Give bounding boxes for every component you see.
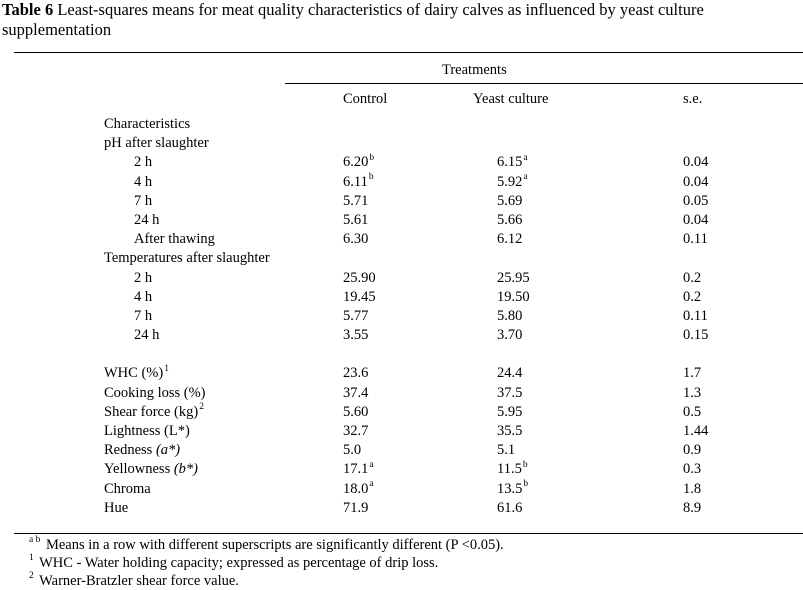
- cell-se: 1.44: [683, 423, 709, 439]
- table-caption-text: Least-squares means for meat quality characteristics of dairy calves as influenced by yeast culture supplementation: [2, 0, 704, 39]
- cell-se: 0.2: [683, 288, 702, 305]
- cell-control: 5.61: [343, 212, 369, 228]
- row-label: After thawing: [134, 231, 215, 248]
- bottom-rule: [14, 533, 803, 534]
- treatments-rule: [285, 83, 803, 84]
- footnote: $^1$ WHC - Water holding capacity; expressed as percentage of drip loss.: [29, 553, 439, 571]
- cell-control: 18.0$^a$: [343, 478, 374, 497]
- cell-se: 0.04: [683, 212, 709, 228]
- cell-control: 6.30: [343, 231, 369, 248]
- cell-yeast: 35.5: [497, 423, 523, 439]
- cell-yeast: 25.95: [497, 269, 530, 286]
- row-label: 4 h: [134, 288, 153, 305]
- row-label: 4 h: [134, 173, 153, 190]
- cell-yeast: 24.4: [497, 365, 523, 382]
- header-treatments: Treatments: [442, 62, 507, 78]
- cell-yeast: 3.70: [497, 327, 523, 344]
- cell-yeast: 11.5$^b$: [497, 459, 528, 478]
- cell-se: 0.9: [683, 442, 702, 459]
- row-label: Chroma: [104, 480, 151, 497]
- cell-control: 32.7: [343, 423, 369, 439]
- cell-control: 19.45: [343, 288, 376, 305]
- cell-se: 8.9: [683, 499, 702, 516]
- cell-se: 1.8: [683, 480, 702, 497]
- cell-control: 3.55: [343, 327, 369, 344]
- cell-yeast: 13.5$^b$: [497, 478, 529, 497]
- cell-control: 5.60: [343, 403, 369, 420]
- cell-se: 0.15: [683, 327, 709, 344]
- row-label: Lightness (L*): [104, 423, 190, 439]
- row-label: Yellowness (b*): [104, 461, 199, 478]
- footnote: $^{a b}$ Means in a row with different superscripts are significantly different (P <0.05).: [29, 535, 504, 553]
- row-label: 2 h: [134, 269, 153, 286]
- cell-se: 0.2: [683, 269, 702, 286]
- cell-yeast: 5.92$^a$: [497, 171, 528, 190]
- cell-control: 37.4: [343, 384, 369, 401]
- cell-yeast: 6.15$^a$: [497, 152, 528, 171]
- table-label: Table 6: [2, 0, 54, 19]
- cell-se: 0.5: [683, 403, 702, 420]
- cell-yeast: 5.95: [497, 403, 523, 420]
- cell-yeast: 5.69: [497, 192, 523, 209]
- cell-se: 0.3: [683, 461, 702, 478]
- row-label: Characteristics: [104, 116, 191, 132]
- cell-control: 5.71: [343, 192, 369, 209]
- cell-se: 0.04: [683, 173, 709, 190]
- cell-se: 0.04: [683, 154, 709, 171]
- header-se: s.e.: [683, 91, 703, 107]
- cell-se: 1.3: [683, 384, 702, 401]
- cell-control: 25.90: [343, 269, 376, 286]
- cell-control: 71.9: [343, 499, 369, 516]
- cell-yeast: 6.12: [497, 231, 523, 248]
- cell-control: 5.77: [343, 308, 369, 324]
- cell-control: 6.20$^b$: [343, 152, 375, 171]
- header-yeast-culture: Yeast culture: [473, 91, 549, 107]
- cell-yeast: 5.80: [497, 308, 523, 324]
- cell-yeast: 61.6: [497, 499, 523, 516]
- footnote: $^2$ Warner-Bratzler shear force value.: [29, 571, 239, 589]
- row-label: Cooking loss (%): [104, 384, 206, 401]
- row-label: 24 h: [134, 327, 160, 344]
- cell-control: 23.6: [343, 365, 369, 382]
- cell-yeast: 19.50: [497, 288, 530, 305]
- row-label: 7 h: [134, 192, 153, 209]
- row-label: Shear force (kg)$^2$: [104, 401, 204, 420]
- cell-se: 0.05: [683, 192, 709, 209]
- row-label: Temperatures after slaughter: [104, 250, 270, 267]
- row-label: 2 h: [134, 154, 153, 171]
- cell-yeast: 5.1: [497, 442, 516, 459]
- table-caption: [2, 0, 802, 40]
- cell-control: 17.1$^a$: [343, 459, 374, 478]
- row-label: WHC (%)$^1$: [104, 363, 169, 382]
- cell-yeast: 37.5: [497, 384, 523, 401]
- cell-se: 0.11: [683, 231, 708, 248]
- row-label: Redness (a*): [104, 442, 181, 459]
- cell-se: 0.11: [683, 308, 708, 324]
- cell-yeast: 5.66: [497, 212, 523, 228]
- header-control: Control: [343, 91, 388, 107]
- cell-control: 5.0: [343, 442, 362, 459]
- row-label: 7 h: [134, 308, 153, 324]
- row-label: Hue: [104, 499, 129, 516]
- row-label: 24 h: [134, 212, 160, 228]
- cell-control: 6.11$^b$: [343, 171, 374, 190]
- top-rule: [14, 52, 803, 53]
- cell-se: 1.7: [683, 365, 702, 382]
- row-label: pH after slaughter: [104, 135, 209, 152]
